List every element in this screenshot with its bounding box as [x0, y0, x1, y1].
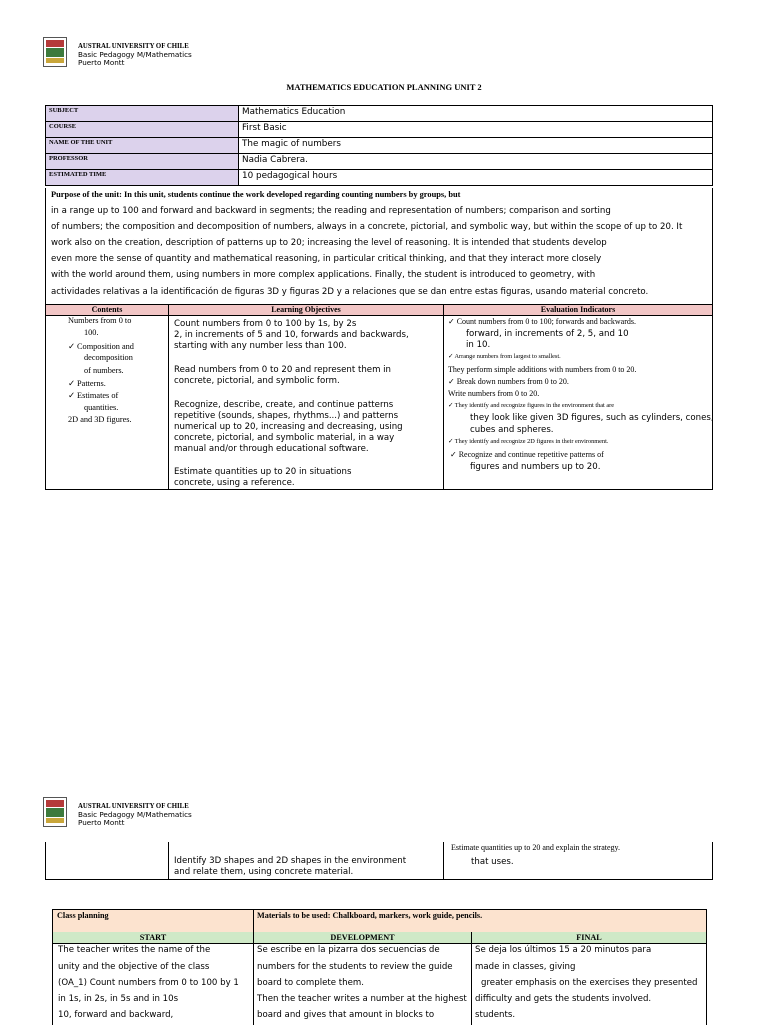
final-line: Se deja los últimos 15 a 20 minutos para [475, 945, 652, 955]
indicator-line: ✓ Arrange numbers from largest to smallest. [448, 353, 561, 360]
page-title: MATHEMATICS EDUCATION PLANNING UNIT 2 [286, 82, 482, 92]
info-value: Nadia Cabrera. [239, 154, 713, 170]
column-divider [443, 842, 444, 879]
development-line: numbers for the students to review the guide [257, 962, 453, 972]
info-label: PROFESSOR [46, 154, 239, 170]
purpose-line: with the world around them, using numbers in more complex applications. Finally, the student is introduced to geometry, with [51, 270, 596, 280]
header-learning-objectives: Learning Objectives [169, 305, 443, 316]
indicator-line: they look like given 3D figures, such as cylinders, cones, [470, 413, 714, 423]
indicator-line: Estimate quantities up to 20 and explain the strategy. [451, 843, 620, 852]
indicator-line: that uses. [471, 857, 514, 867]
indicator-line: ✓ They identify and recognize figures in the environment that are [448, 402, 615, 409]
curriculum-table-continued [45, 842, 713, 880]
info-value: 10 pedagogical hours [239, 170, 713, 186]
unit-purpose [45, 188, 713, 305]
indicator-line: Write numbers from 0 to 20. [448, 389, 540, 398]
indicator-line: ✓ They identify and recognize 2D figures in their environment. [448, 438, 609, 445]
class-planning-label: Class planning [57, 911, 109, 920]
city-name: Puerto Montt [78, 818, 125, 827]
purpose-line: actividades relativas a la identificación de figuras 3D y figuras 2D y a relaciones que se dan entre estas figuras, usando material concreto. [51, 287, 649, 297]
indicator-line: in 10. [466, 340, 491, 350]
development-line: Se escribe en la pizarra dos secuencias de [257, 945, 440, 955]
final-line: greater emphasis on the exercises they presented [481, 978, 698, 988]
university-logo [43, 37, 67, 67]
objective-line: starting with any number less than 100. [174, 341, 347, 351]
content-item: ✓ Estimates of [68, 391, 119, 400]
start-line: 10, forward and backward, [58, 1010, 174, 1020]
development-line: Then the teacher writes a number at the highest [257, 994, 467, 1004]
city-name: Puerto Montt [78, 58, 125, 67]
content-item: decomposition [84, 353, 133, 362]
purpose-line: in a range up to 100 and forward and backward in segments; the reading and representation of numbers; comparison and sorting [51, 206, 611, 216]
program-name: Basic Pedagogy M/Mathematics [78, 50, 192, 59]
objective-line: 2, in increments of 5 and 10, forwards and backwards, [174, 330, 409, 340]
development-line: board and gives that amount in blocks to [257, 1010, 435, 1020]
column-divider [168, 305, 169, 489]
indicator-line: forward, in increments of 2, 5, and 10 [466, 329, 629, 339]
phase-development: DEVELOPMENT [330, 933, 395, 942]
university-name: AUSTRAL UNIVERSITY OF CHILE [78, 43, 189, 50]
objective-line: concrete, pictorial, and symbolic material, in a way [174, 433, 395, 443]
info-row [46, 170, 713, 186]
info-label: NAME OF THE UNIT [46, 138, 239, 154]
indicator-line: figures and numbers up to 20. [470, 462, 601, 472]
objective-line: manual and/or through educational software. [174, 444, 369, 454]
objective-line: Read numbers from 0 to 20 and represent them in [174, 365, 391, 375]
content-item: 2D and 3D figures. [68, 415, 132, 424]
objective-line: Identify 3D shapes and 2D shapes in the environment [174, 856, 407, 866]
info-value: First Basic [239, 122, 713, 138]
objective-line: numerical up to 20, increasing and decreasing, using [174, 422, 403, 432]
purpose-line: Purpose of the unit: In this unit, students continue the work developed regarding counting numbers by groups, but [51, 190, 461, 199]
indicator-line: ✓ Count numbers from 0 to 100; forwards and backwards. [448, 317, 636, 326]
column-divider [168, 842, 169, 879]
indicator-line: ✓ Break down numbers from 0 to 20. [448, 377, 569, 386]
header-text [78, 43, 192, 67]
purpose-line: of numbers; the composition and decomposition of numbers, always in a concrete, pictorial, and symbolic way, but within the scope of up to 20. It [51, 222, 683, 232]
info-label: SUBJECT [46, 106, 239, 122]
final-line: students. [475, 1010, 516, 1020]
start-line: The teacher writes the name of the [58, 945, 211, 955]
development-line: board to complete them. [257, 978, 364, 988]
materials-label: Materials to be used: Chalkboard, markers, work guide, pencils. [257, 911, 483, 920]
purpose-line: work also on the creation, description of patterns up to 20; increasing the level of reasoning. It is intended that students develop [51, 238, 607, 248]
content-item: ✓ Patterns. [68, 379, 106, 388]
info-row [46, 138, 713, 154]
column-divider [443, 305, 444, 489]
phase-final: FINAL [576, 933, 602, 942]
column-divider [471, 932, 472, 1025]
indicator-line: ✓ Recognize and continue repetitive patterns of [450, 450, 604, 459]
info-label: COURSE [46, 122, 239, 138]
university-logo [43, 797, 67, 827]
content-item: Numbers from 0 to [68, 316, 132, 325]
final-line: made in classes, giving [475, 962, 576, 972]
content-item: of numbers. [84, 366, 124, 375]
objective-line: concrete, using a reference. [174, 478, 295, 488]
info-row [46, 154, 713, 170]
indicator-line: They perform simple additions with numbers from 0 to 20. [448, 365, 637, 374]
final-line: difficulty and gets the students involved. [475, 994, 652, 1004]
content-item: ✓ Composition and [68, 342, 134, 351]
objective-line: Recognize, describe, create, and continue patterns [174, 400, 394, 410]
objective-line: repetitive (sounds, shapes, rhythms...) and patterns [174, 411, 399, 421]
objective-line: concrete, pictorial, and symbolic form. [174, 376, 340, 386]
header-evaluation-indicators: Evaluation Indicators [444, 305, 712, 316]
start-line: (OA_1) Count numbers from 0 to 100 by 1 [58, 978, 239, 988]
content-item: 100. [84, 328, 99, 337]
university-name: AUSTRAL UNIVERSITY OF CHILE [78, 803, 189, 810]
phase-start: START [139, 933, 167, 942]
content-item: quantities. [84, 403, 119, 412]
objective-line: Estimate quantities up to 20 in situations [174, 467, 352, 477]
unit-info-table [45, 105, 713, 186]
indicator-line: cubes and spheres. [470, 425, 554, 435]
info-label: ESTIMATED TIME [46, 170, 239, 186]
header-text [78, 803, 192, 827]
start-line: in 1s, in 2s, in 5s and in 10s [58, 994, 179, 1004]
header-contents: Contents [46, 305, 168, 316]
curriculum-table [45, 304, 713, 490]
start-line: unity and the objective of the class [58, 962, 210, 972]
objective-line: and relate them, using concrete material. [174, 867, 354, 877]
purpose-line: even more the sense of quantity and mathematical reasoning, in particular critical thinking, and that they interact more closely [51, 254, 602, 264]
class-planning-table [52, 909, 707, 1025]
info-value: The magic of numbers [239, 138, 713, 154]
info-value: Mathematics Education [239, 106, 713, 122]
info-row [46, 122, 713, 138]
program-name: Basic Pedagogy M/Mathematics [78, 810, 192, 819]
objective-line: Count numbers from 0 to 100 by 1s, by 2s [174, 319, 357, 329]
info-row [46, 106, 713, 122]
column-divider [253, 910, 254, 1025]
